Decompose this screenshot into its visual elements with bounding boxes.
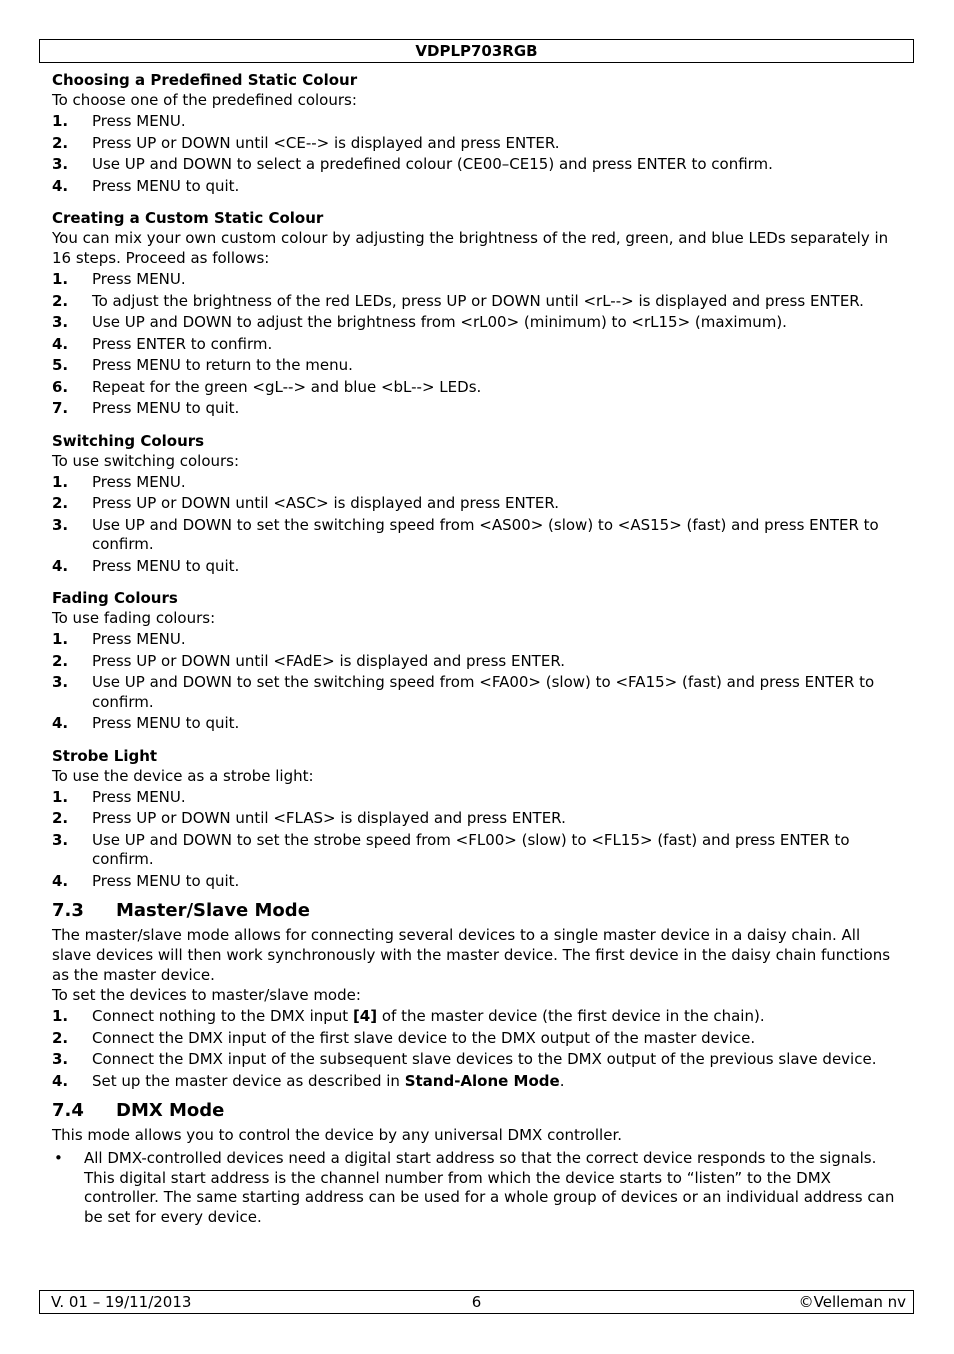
list-item: 4. Press ENTER to confirm.	[52, 334, 273, 353]
version-date: V. 01 – 19/11/2013	[51, 1293, 192, 1311]
section-heading	[52, 1100, 902, 1122]
list-item: 6. Repeat for the green <gL--> and blue <bL--> LEDs.	[52, 377, 482, 396]
list-item: 1. Press MENU.	[52, 630, 186, 648]
subsection-intro: To use the device as a strobe light:	[52, 766, 314, 785]
cross-reference: Stand-Alone Mode	[404, 1071, 560, 1090]
page-number: 6	[471, 1293, 482, 1311]
subsection-title: Strobe Light	[52, 746, 158, 765]
list-item: 3. Use UP and DOWN to adjust the brightness from <rL00> (minimum) to <rL15> (maximum).	[52, 313, 787, 331]
copyright: ©Velleman nv	[798, 1293, 906, 1311]
subsection-title: Creating a Custom Static Colour	[52, 209, 324, 227]
list-item: 2. Press UP or DOWN until <CE--> is displayed and press ENTER.	[52, 133, 560, 152]
step-list	[52, 473, 902, 577]
subsection-title: Switching Colours	[52, 431, 205, 450]
list-item: 1. Connect nothing to the DMX input [4] of the master device (the first device in the chain).	[52, 1007, 765, 1025]
section-intro: To set the devices to master/slave mode:	[52, 986, 361, 1004]
list-item: 1. Press MENU.	[52, 270, 186, 288]
section-paragraph: The master/slave mode allows for connecting several devices to a single master device in a daisy chain. All slave devices will then work synchronously with the master device. The first device in the daisy chain functions as the master device.	[52, 926, 891, 984]
list-item: 2. Press UP or DOWN until <ASC> is displayed and press ENTER.	[52, 494, 559, 512]
section-title: DMX Mode	[116, 1100, 225, 1121]
section-paragraph: This mode allows you to control the device by any universal DMX controller.	[52, 1126, 623, 1144]
section-number: 7.4	[52, 1100, 84, 1121]
step-list	[52, 630, 902, 734]
list-item: 4. Press MENU to quit.	[52, 556, 240, 575]
step-list	[52, 270, 902, 419]
list-item: 3. Use UP and DOWN to set the switching speed from <FA00> (slow) to <FA15> (fast) and press ENTER to confirm.	[52, 673, 875, 711]
model-name: VDPLP703RGB	[415, 42, 538, 60]
step-list	[52, 788, 902, 892]
list-item: 4. Press MENU to quit.	[52, 176, 240, 195]
subsection-title: Choosing a Predefined Static Colour	[52, 71, 358, 89]
list-item: 3. Use UP and DOWN to set the strobe speed from <FL00> (slow) to <FL15> (fast) and press ENTER to confirm.	[52, 830, 850, 868]
step-list	[52, 112, 902, 196]
section-number: 7.3	[52, 900, 84, 921]
list-item: 3. Use UP and DOWN to set the switching speed from <AS00> (slow) to <AS15> (fast) and press ENTER to confirm.	[52, 515, 879, 553]
bullet-icon: •	[54, 1149, 63, 1167]
list-item: 5. Press MENU to return to the menu.	[52, 356, 353, 374]
list-item: 1. Press MENU.	[52, 112, 186, 130]
list-item: 1. Press MENU.	[52, 787, 186, 806]
list-item: 1. Press MENU.	[52, 472, 186, 491]
list-item: 2. Connect the DMX input of the first slave device to the DMX output of the master device.	[52, 1028, 756, 1047]
list-item: 7. Press MENU to quit.	[52, 399, 240, 417]
step-list	[52, 1007, 902, 1091]
page-body	[52, 70, 902, 1227]
page-header	[39, 39, 914, 63]
page-footer	[39, 1290, 914, 1314]
section-heading	[52, 900, 902, 922]
list-item: • All DMX-controlled devices need a digital start address so that the correct device responds to the signals. This digital start address is the channel number from which the device starts to “listen” to the DMX controller. The same starting address can be used for a whole group of devices or an individual address can be set for every device.	[54, 1149, 895, 1226]
list-item: 4. Press MENU to quit.	[52, 714, 240, 732]
section-title: Master/Slave Mode	[116, 900, 310, 921]
list-item: 4. Press MENU to quit.	[52, 871, 240, 890]
list-item: 2. Press UP or DOWN until <FAdE> is displayed and press ENTER.	[52, 651, 565, 670]
list-item: 4. Set up the master device as described in Stand-Alone Mode.	[52, 1071, 565, 1090]
subsection-intro: You can mix your own custom colour by adjusting the brightness of the red, green, and blue LEDs separately in 16 steps. Proceed as follows:	[52, 229, 889, 267]
list-item: 2. Press UP or DOWN until <FLAS> is displayed and press ENTER.	[52, 809, 566, 827]
subsection-intro: To choose one of the predefined colours:	[52, 91, 357, 109]
subsection-intro: To use fading colours:	[52, 609, 216, 627]
list-item: 3. Use UP and DOWN to select a predefined colour (CE00–CE15) and press ENTER to confirm.	[52, 155, 773, 173]
list-item: 3. Connect the DMX input of the subsequent slave devices to the DMX output of the previous slave device.	[52, 1050, 877, 1068]
subsection-intro: To use switching colours:	[52, 451, 240, 470]
list-item: 2. To adjust the brightness of the red LEDs, press UP or DOWN until <rL--> is displayed and press ENTER.	[52, 291, 864, 310]
subsection-title: Fading Colours	[52, 589, 178, 607]
bullet-list	[52, 1149, 902, 1227]
